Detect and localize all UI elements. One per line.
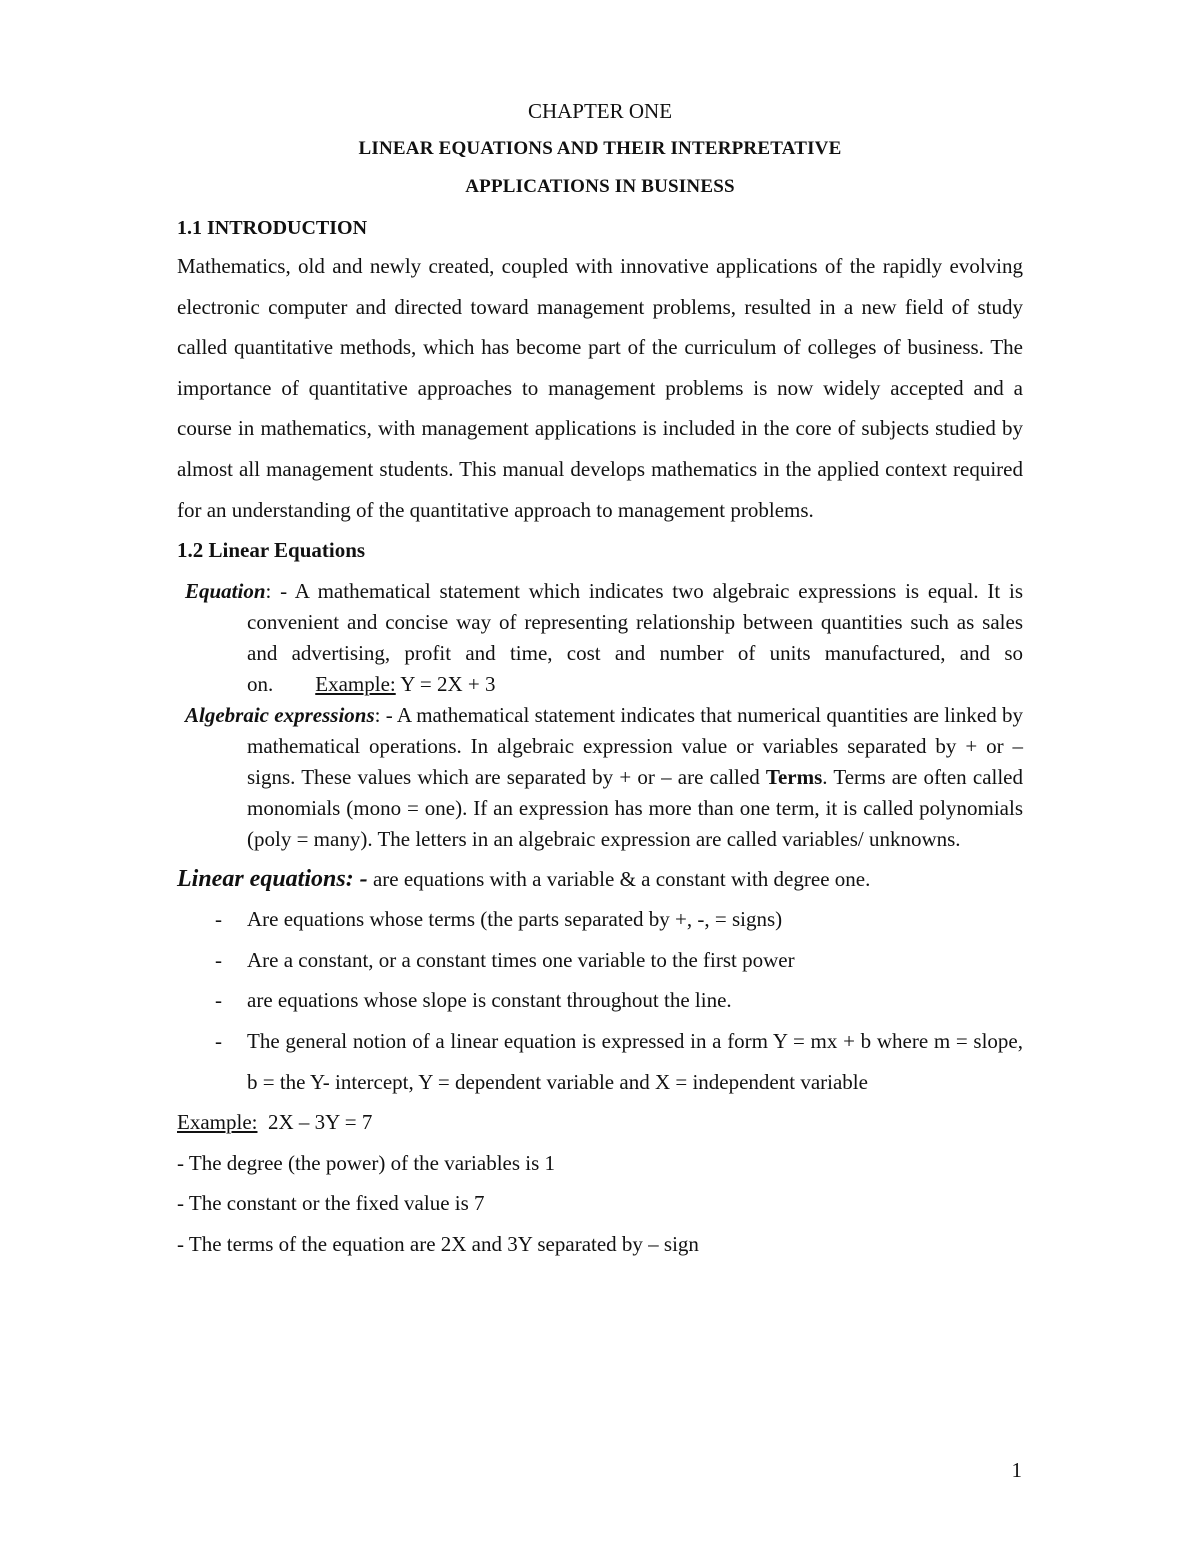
list-item [177, 980, 1023, 1021]
chapter-title-line-1: LINEAR EQUATIONS AND THEIR INTERPRETATIVE [358, 138, 842, 159]
definition-term: Algebraic expressions [185, 703, 375, 728]
list-item-text: The general notion of a linear equation is expressed in a form Y = mx + b where m = slope, b = the Y- intercept, Y = dependent variable and X = independent variable [247, 1028, 1023, 1094]
introduction-paragraph: Mathematics, old and newly created, coupled with innovative applications of the rapidly evolving electronic computer and directed toward management problems, resulted in a new field of study called quantitative methods, which has become part of the curriculum of colleges of business. The importance of quantitative approaches to management problems is now widely accepted and a course in mathematics, with management applications is included in the core of subjects studied by almost all management students. This manual develops mathematics in the applied context required for an understanding of the quantitative approach to management problems. [177, 254, 1023, 522]
definition-linear-equations [177, 861, 1023, 897]
list-item [177, 1021, 1023, 1102]
definition-body: are equations with a variable & a constant with degree one. [367, 867, 871, 892]
chapter-title-line-2: APPLICATIONS IN BUSINESS [465, 176, 735, 197]
note-line: - The degree (the power) of the variables is 1 [177, 1150, 556, 1175]
dash-bullet: - [215, 907, 222, 932]
linear-equation-bullet-list [177, 899, 1023, 1102]
dash-bullet: - [215, 1028, 222, 1053]
note-line: - The terms of the equation are 2X and 3Y separated by – sign [177, 1231, 699, 1256]
example-value: 2X – 3Y = 7 [267, 1110, 373, 1135]
list-item [177, 899, 1023, 940]
definition-algebraic-expressions [177, 700, 1023, 855]
example-line [177, 1102, 1023, 1143]
page-number: 1 [1011, 1458, 1022, 1482]
definition-separator: : - [265, 579, 295, 604]
definition-term: Linear equations: - [177, 866, 368, 893]
list-item-text: Are equations whose terms (the parts separated by +, -, = signs) [247, 907, 783, 932]
section-heading-linear-equations: 1.2 Linear Equations [177, 538, 366, 563]
dash-bullet: - [215, 947, 222, 972]
definition-term: Equation [185, 579, 266, 604]
definition-body: A mathematical statement which indicates two algebraic expressions is equal. It is convenient and concise way of representing relationship between quantities such as sales and advertising, profit and time, cost and number of units manufactured, and so on. [247, 579, 1023, 697]
definition-body-part-2: . Terms are often called monomials (mono = one). If an expression has more than one term, it is called polynomials (poly = many). The letters in an algebraic expression are called variables/ unknowns. [247, 765, 1024, 852]
list-item-text: Are a constant, or a constant times one variable to the first power [247, 947, 795, 972]
example-label: Example: [315, 672, 396, 697]
example-value: Y = 2X + 3 [400, 672, 496, 697]
definition-equation [177, 576, 1023, 700]
list-item-text: are equations whose slope is constant throughout the line. [247, 988, 732, 1013]
definition-body-part-1: A mathematical statement indicates that numerical quantities are linked by mathematical operations. In algebraic expression value or variables separated by + or – signs. These values which are separated by + or – are called [247, 703, 1023, 790]
dash-bullet: - [215, 988, 222, 1013]
chapter-label: CHAPTER ONE [527, 99, 673, 123]
example-label: Example: [177, 1110, 258, 1135]
note-line: - The constant or the fixed value is 7 [177, 1191, 485, 1216]
terms-bold-word: Terms [765, 765, 823, 790]
section-heading-introduction: 1.1 INTRODUCTION [177, 217, 368, 239]
list-item [177, 940, 1023, 981]
definition-separator: : - [374, 703, 397, 728]
